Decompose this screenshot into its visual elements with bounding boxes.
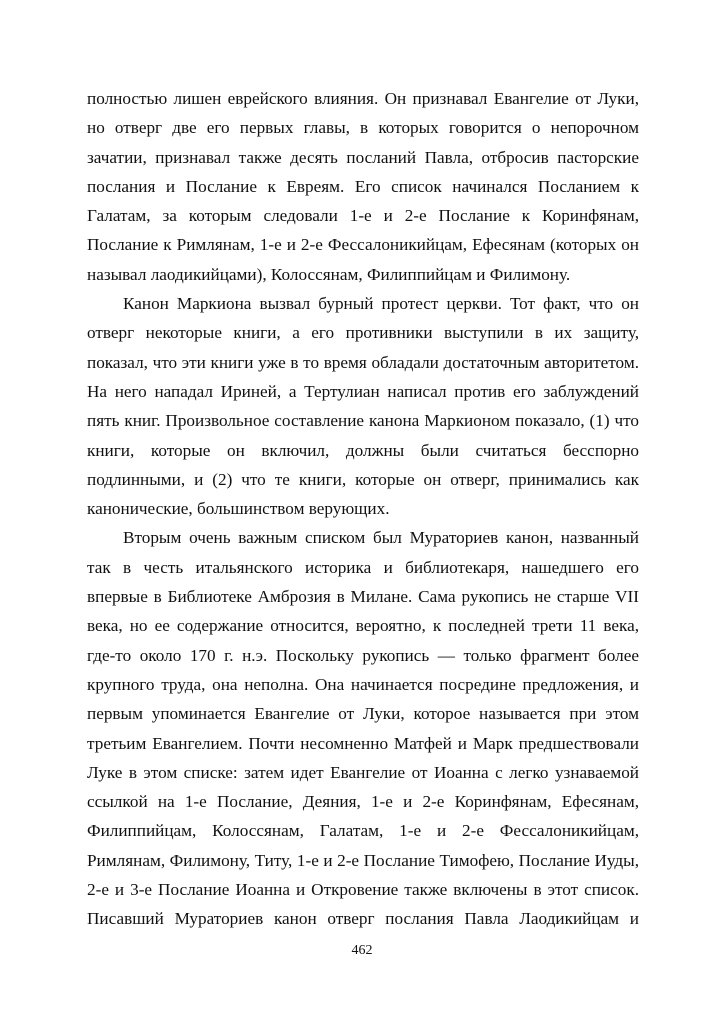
paragraph-3: Вторым очень важным списком был Мураториев канон, названный так в честь итальянского историка и библиотекаря, нашедшего его впервые в Библиотеке Амброзия в Милане. Сама рукопись не старше VII века, но ее содержание относится, вероятно, к последней трети 11 века, где-то около 170 г. н.э. Поскольку рукопись — только фрагмент более крупного труда, она неполна. Она начинается посредине предложения, и первым упоминается Евангелие от Луки, которое называется при этом третьим Евангелием. Почти несомненно Матфей и Марк предшествовали Луке в этом списке: затем идет Евангелие от Иоанна с легко узнаваемой ссылкой на 1-е Послание, Деяния, 1-е и 2-е Коринфянам, Ефесянам, Филиппийцам, Колоссянам, Галатам, 1-е и 2-е Фессалоникийцам, Римлянам, Филимону, Титу, 1-е и 2-е Послание Тимофею, Послание Иуды, 2-е и 3-е Послание Иоанна и Откровение также включены в этот список. Писавший Мураториев канон отверг послания Павла Лаодикийцам и: [87, 528, 639, 929]
paragraph-2: Канон Маркиона вызвал бурный протест церкви. Тот факт, что он отверг некоторые книги, а его противники выступили в их защиту, показал, что эти книги уже в то время обладали достаточным авторитетом. На него нападал Ириней, а Тертулиан написал против его заблуждений пять книг. Произвольное составление канона Маркионом показало, (1) что книги, которые он включил, должны были считаться бесспорно подлинными, и (2) что те книги, которые он отверг, принимались как канонические, большинством верующих.: [87, 294, 639, 519]
paragraph-1: полностью лишен еврейского влияния. Он признавал Евангелие от Луки, но отверг две его первых главы, в которых говорится о непорочном зачатии, признавал также десять посланий Павла, отбросив пасторские послания и Послание к Евреям. Его список начинался Посланием к Галатам, за которым следовали 1-е и 2-е Послание к Коринфянам, Послание к Римлянам, 1-е и 2-е Фессалоникийцам, Ефесянам (которых он называл лаодикийцами), Колоссянам, Филиппийцам и Филимону.: [87, 89, 639, 284]
body-text: [87, 84, 639, 934]
page-number: 462: [351, 943, 373, 958]
